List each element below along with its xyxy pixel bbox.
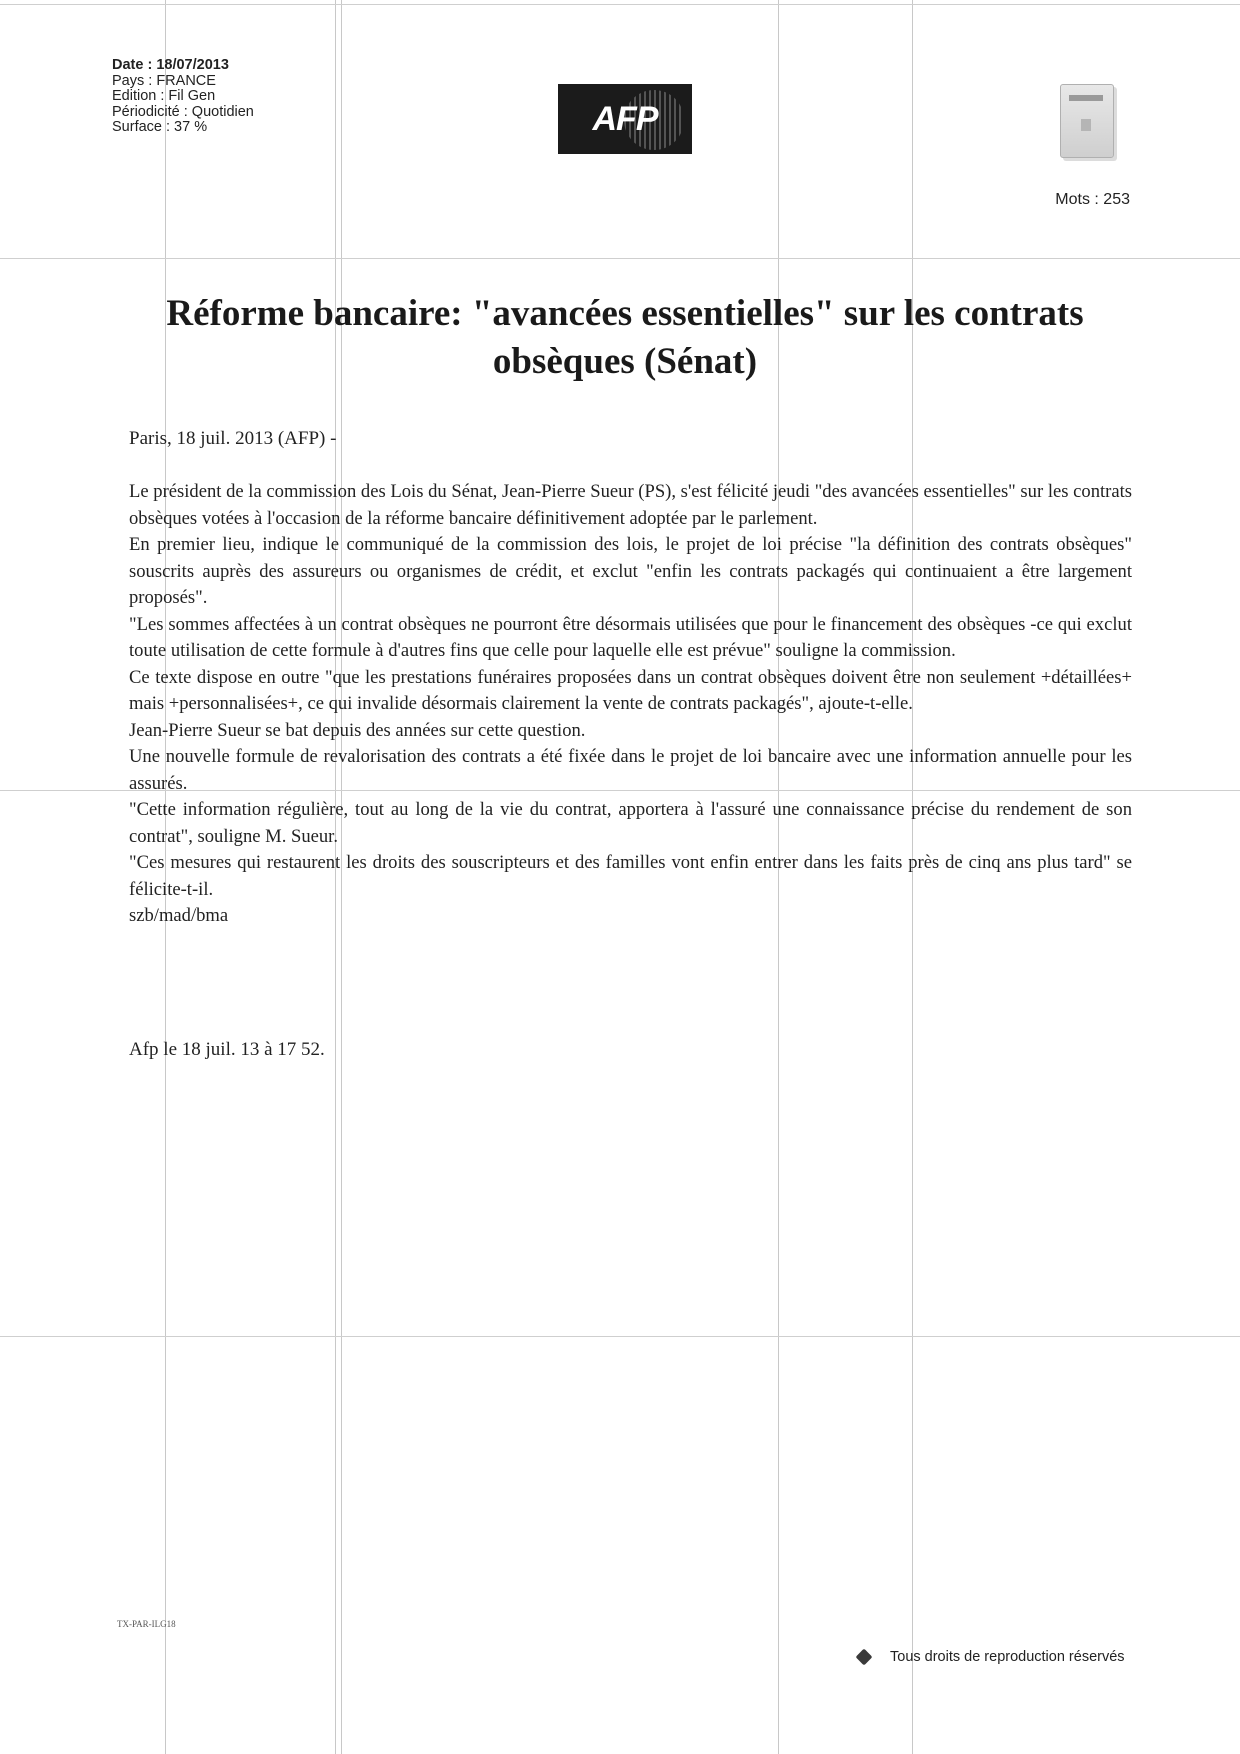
clipping-metadata — [112, 58, 254, 136]
reference-code: TX-PAR-ILG18 — [117, 1619, 176, 1629]
word-count: Mots : 253 — [1055, 191, 1130, 208]
scan-line — [0, 4, 1240, 5]
paragraph: Une nouvelle formule de revalorisation des contrats a été fixée dans le projet de loi bancaire avec une information annuelle pour les assurés. — [129, 746, 1132, 794]
rights-notice: Tous droits de reproduction réservés — [890, 1649, 1125, 1665]
logo-text: AFP — [592, 99, 658, 138]
meta-date: Date : 18/07/2013 — [112, 57, 229, 73]
article-signoff: Afp le 18 juil. 13 à 17 52. — [129, 1039, 325, 1060]
meta-pays: Pays : FRANCE — [112, 72, 216, 89]
afp-logo — [558, 84, 692, 154]
article-title: Réforme bancaire: "avancées essentielles" sur les contrats obsèques (Sénat) — [166, 293, 1084, 382]
scan-line — [0, 1336, 1240, 1337]
newspaper-icon — [1060, 84, 1114, 158]
scan-line — [0, 258, 1240, 259]
paragraph: Jean-Pierre Sueur se bat depuis des années sur cette question. — [129, 719, 586, 741]
paragraph: "Les sommes affectées à un contrat obsèques ne pourront être désormais utilisées que pour le financement des obsèques -ce qui exclut toute utilisation de cette formule à d'autres fins que celle pour laquelle elle est prévue" souligne la commission. — [129, 613, 1132, 661]
meta-periodicite: Périodicité : Quotidien — [112, 103, 254, 120]
paragraph: En premier lieu, indique le communiqué de la commission des lois, le projet de loi précise "la définition des contrats obsèques" souscrits auprès des assureurs ou organismes de crédit, et exclut "enfin les contrats packagés qui continuaient a être largement proposés". — [129, 534, 1132, 608]
meta-surface: Surface : 37 % — [112, 119, 208, 135]
meta-edition: Edition : Fil Gen — [112, 88, 216, 104]
paragraph: "Cette information régulière, tout au long de la vie du contrat, apportera à l'assuré une connaissance précise du rendement de son contrat", souligne M. Sueur. — [129, 799, 1132, 847]
paragraph: Ce texte dispose en outre "que les prestations funéraires proposées dans un contrat obsèques doivent être non seulement +détaillées+ mais +personnalisées+, ce qui invalide désormais clairement la vente de contrats packagés", ajoute-t-elle. — [129, 666, 1132, 714]
footer — [858, 1649, 1125, 1665]
article-body — [129, 479, 1132, 930]
paragraph: "Ces mesures qui restaurent les droits des souscripteurs et des familles vont enfin entrer dans les faits près de cinq ans plus tard" se félicite-t-il. — [129, 852, 1132, 900]
author-initials: szb/mad/bma — [129, 905, 229, 926]
diamond-icon — [856, 1649, 873, 1666]
article-dateline: Paris, 18 juil. 2013 (AFP) - — [129, 428, 337, 449]
paragraph: Le président de la commission des Lois du Sénat, Jean-Pierre Sueur (PS), s'est félicité jeudi "des avancées essentielles" sur les contrats obsèques votées à l'occasion de la réforme bancaire définitivement adoptée par le parlement. — [129, 481, 1132, 529]
